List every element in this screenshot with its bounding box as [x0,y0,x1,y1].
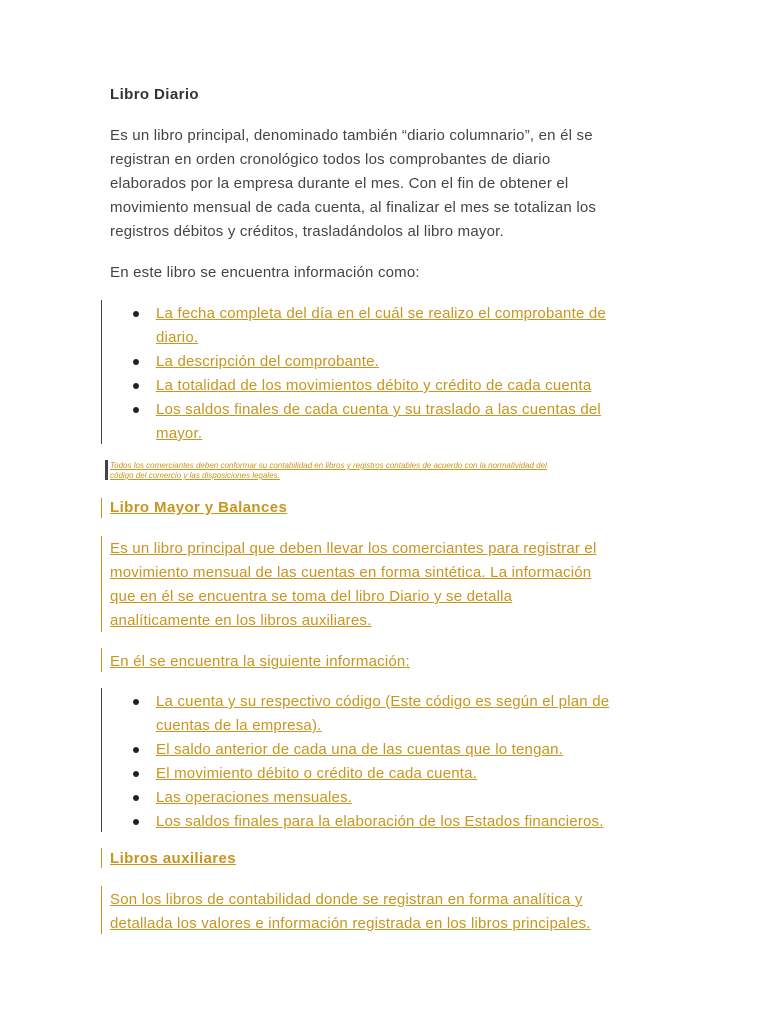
legal-note-link[interactable]: Todos los comerciantes deben conformar su contabilidad en libros y registros contables de acuerdo con la normatividad del código del comercio y las disposiciones legales. [110,461,547,480]
text-line: elaborados por la empresa durante el mes. Con el fin de obtener el [110,175,569,192]
bullet-icon [133,311,139,317]
list-item[interactable] [110,690,670,738]
bullet-icon [133,407,139,413]
libro-mayor-intro[interactable]: En él se encuentra la siguiente información: [110,653,410,670]
bullet-icon [133,383,139,389]
text-line[interactable]: que en él se encuentra se toma del libro Diario y se detalla [110,588,513,605]
quote-bar [101,886,102,934]
quote-bar [101,848,102,868]
list-item-link[interactable]: El saldo anterior de cada una de las cuentas que lo tengan. [156,741,564,758]
bullet-icon [133,819,139,825]
list-item-link[interactable]: Los saldos finales para la elaboración de los Estados financieros. [156,813,604,830]
text-line[interactable]: detallada los valores e información registrada en los libros principales. [110,915,591,932]
libro-mayor-description[interactable] [110,537,655,633]
bullet-icon [133,747,139,753]
bullet-icon [133,699,139,705]
list-item[interactable] [110,738,670,762]
list-item[interactable] [110,762,670,786]
bullet-icon [133,771,139,777]
text-line[interactable]: movimiento mensual de las cuentas en forma sintética. La información [110,564,592,581]
list-item[interactable] [110,810,670,834]
text-line[interactable]: Es un libro principal que deben llevar los comerciantes para registrar el [110,540,597,557]
libro-diario-description [110,124,655,244]
list-item-link[interactable]: Las operaciones mensuales. [156,789,353,806]
section-title-libro-diario: Libro Diario [110,86,199,103]
quote-bar [105,460,108,480]
list-item[interactable] [110,786,670,810]
list-item[interactable] [110,350,670,374]
section-title-libro-mayor[interactable]: Libro Mayor y Balances [110,499,288,516]
quote-bar [101,688,102,832]
quote-bar [101,648,102,672]
list-item-link[interactable]: La totalidad de los movimientos débito y crédito de cada cuenta [156,377,592,394]
text-line: registran en orden cronológico todos los comprobantes de diario [110,151,551,168]
bullet-icon [133,795,139,801]
list-item[interactable] [110,302,670,350]
list-item-link[interactable]: La fecha completa del día en el cuál se realizo el comprobante de diario. [156,305,606,346]
bullet-icon [133,359,139,365]
text-line: Es un libro principal, denominado también “diario columnario”, en él se [110,127,593,144]
libro-mayor-list [110,690,670,834]
quote-bar [101,300,102,444]
quote-bar [101,536,102,632]
libro-diario-list [110,302,670,446]
libro-diario-intro: En este libro se encuentra información como: [110,264,420,281]
list-item-link[interactable]: La descripción del comprobante. [156,353,379,370]
text-line: registros débitos y créditos, trasladándolos al libro mayor. [110,223,504,240]
list-item-link[interactable]: La cuenta y su respectivo código (Este código es según el plan de cuentas de la empresa). [156,693,610,734]
quote-bar [101,498,102,518]
libros-auxiliares-description[interactable] [110,888,655,936]
text-line[interactable]: Son los libros de contabilidad donde se registran en forma analítica y [110,891,583,908]
text-line: movimiento mensual de cada cuenta, al finalizar el mes se totalizan los [110,199,597,216]
list-item-link[interactable]: El movimiento débito o crédito de cada cuenta. [156,765,478,782]
text-line[interactable]: analíticamente en los libros auxiliares. [110,612,372,629]
section-title-libros-auxiliares[interactable]: Libros auxiliares [110,850,237,867]
list-item-link[interactable]: Los saldos finales de cada cuenta y su traslado a las cuentas del mayor. [156,401,601,442]
list-item[interactable] [110,374,670,398]
list-item[interactable] [110,398,670,446]
